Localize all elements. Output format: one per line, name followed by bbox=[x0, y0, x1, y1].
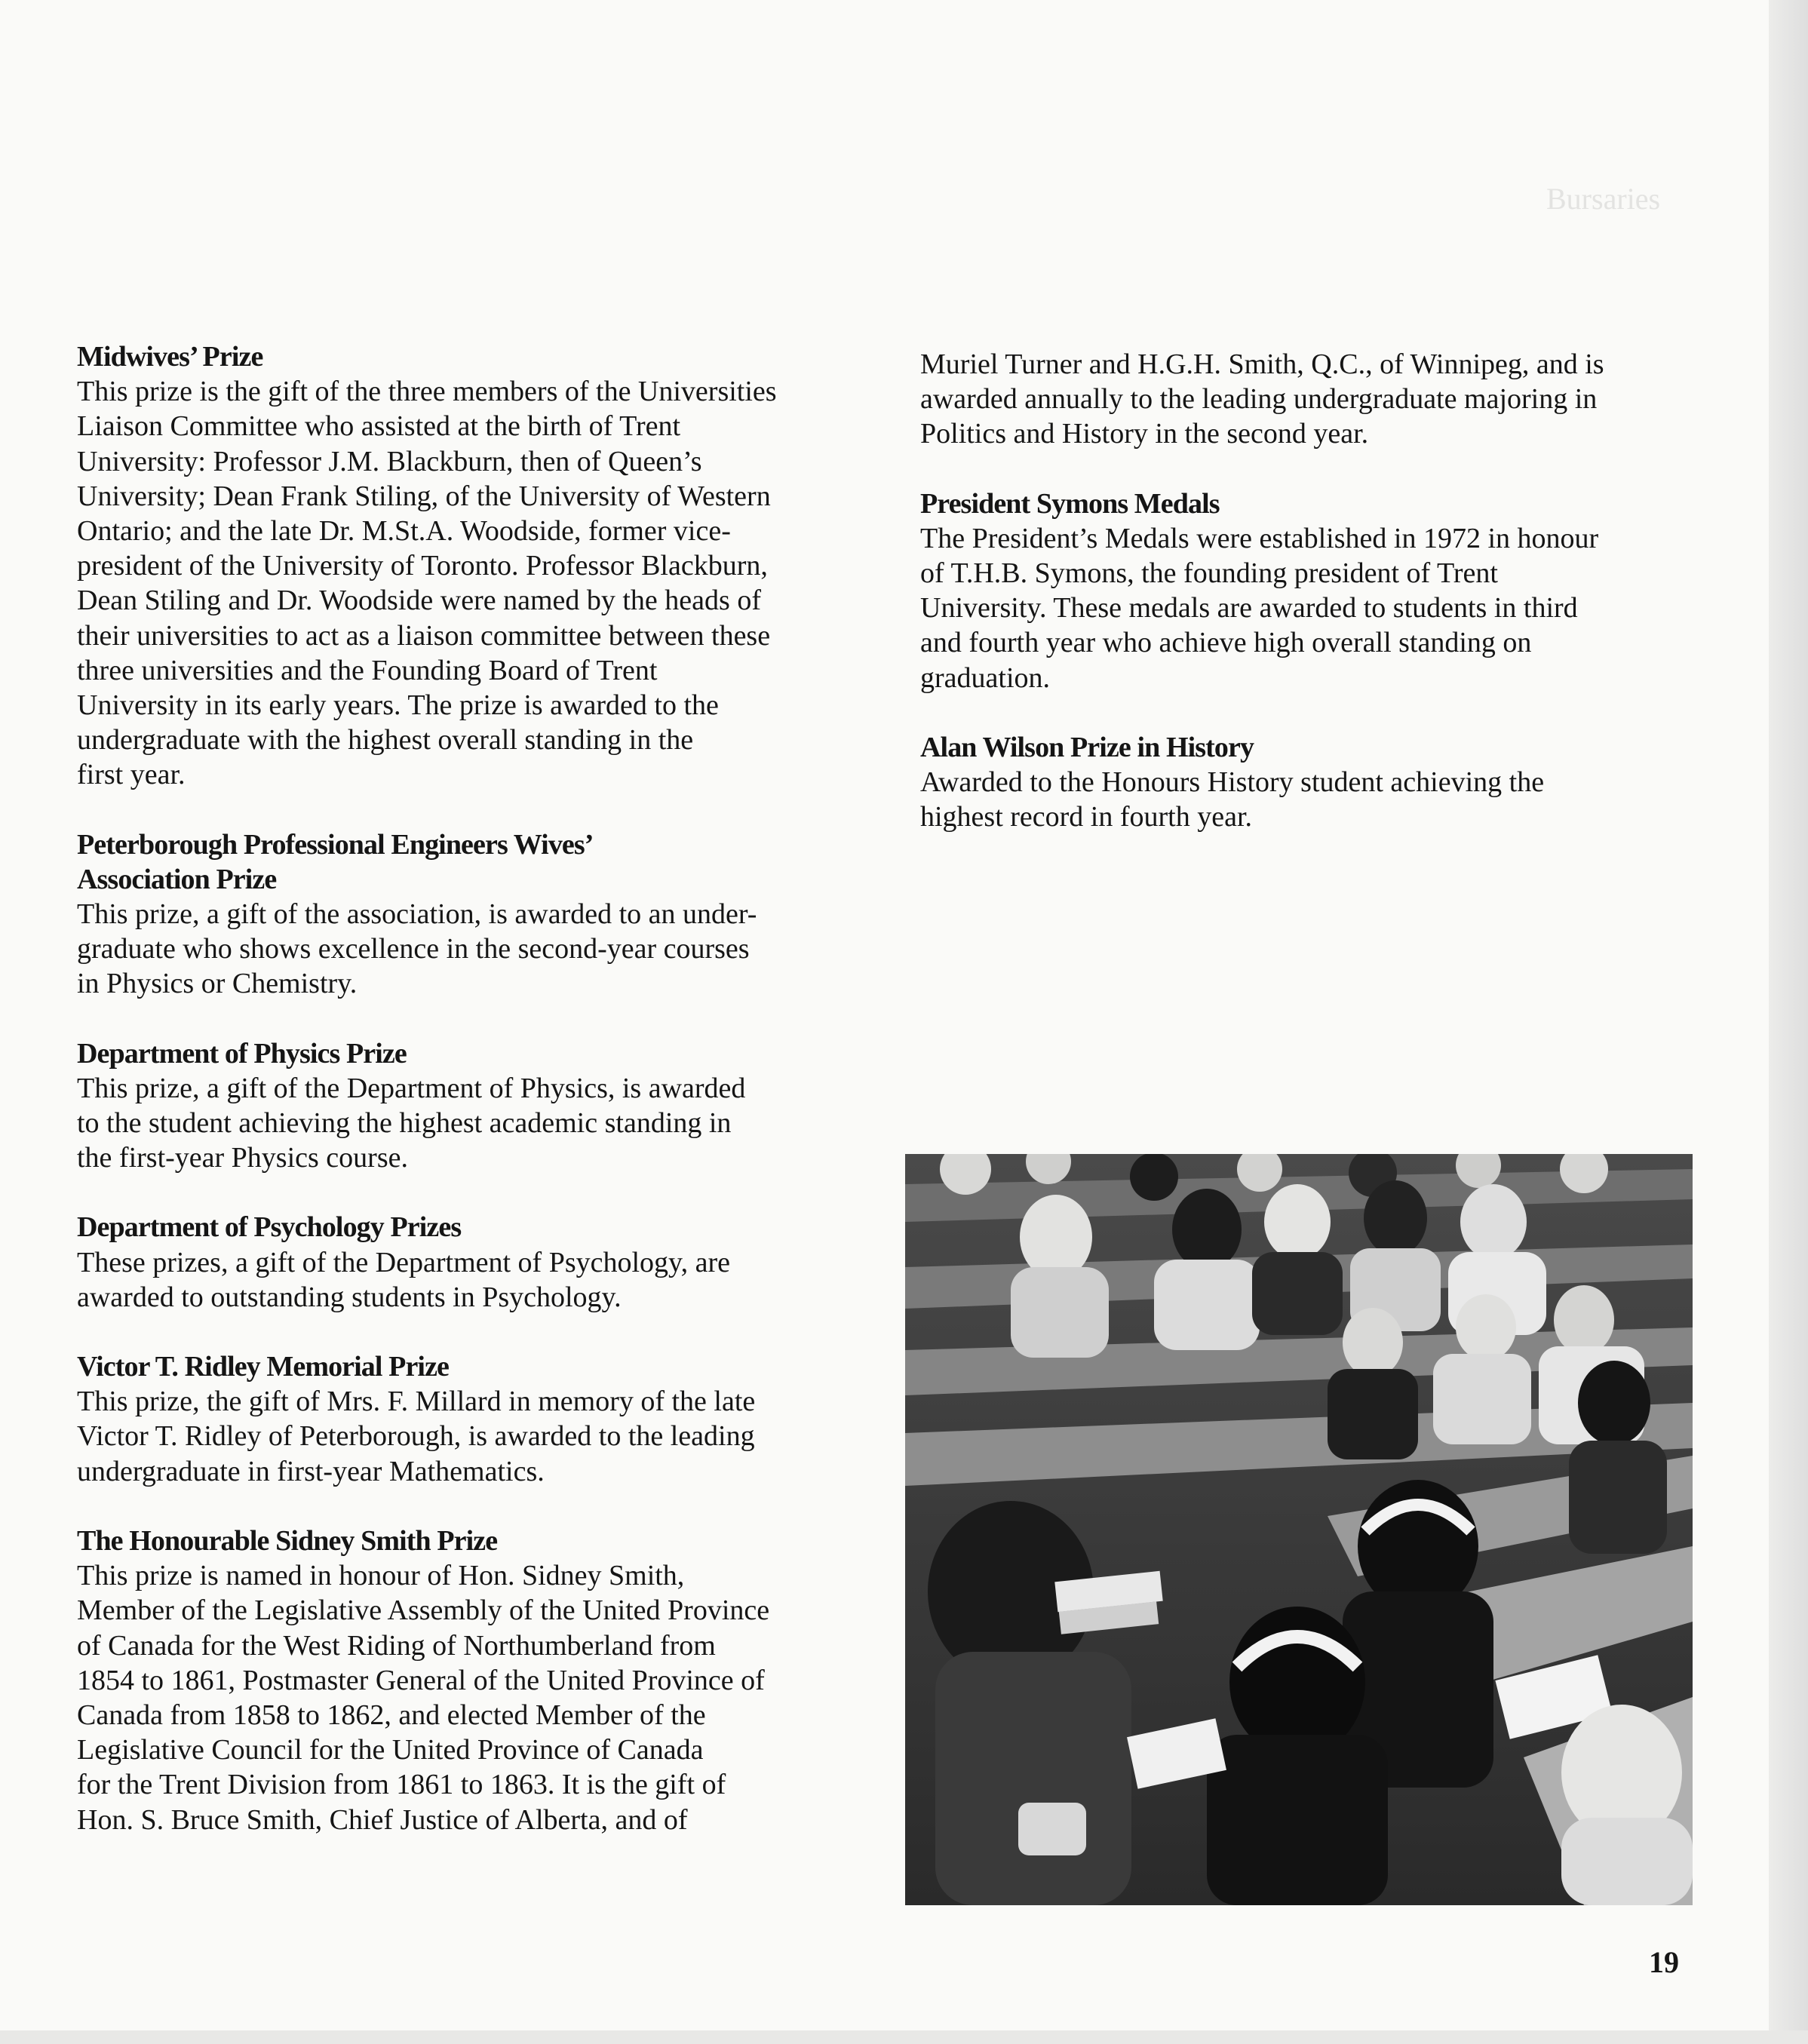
page-edge-shadow bbox=[1769, 0, 1808, 2044]
lecture-hall-illustration bbox=[905, 1154, 1693, 1905]
prize-description: This prize is named in honour of Hon. Sidney Smith, Member of the Legislative Assembly of the United Province of Canada for the West Riding of Northumberland from 1854 to 1861, Postmaster General of the United Province of Canada from 1858 to 1862, and elected Member of the Legislative Council for the United Province of Canada for the Trent Division from 1861 to 1863. It is the gift of Hon. S. Bruce Smith, Chief Justice of Alberta, and of bbox=[77, 1560, 770, 1836]
right-column bbox=[920, 347, 1705, 869]
prize-entry-alan-wilson bbox=[920, 730, 1705, 835]
show-through-heading: Bursaries bbox=[1546, 182, 1661, 216]
prize-heading: Midwives’ Prize bbox=[77, 341, 263, 373]
prize-description: This prize is the gift of the three members of the Universities Liaison Committee who assisted at the birth of Trent University: Professor J.M. Blackburn, then of Queen’s University; Dean Frank Stiling, of the University of Western Ontario; and the late Dr. M.St.A. Woodside, former vice- president of the University of Toronto. Professor Blackburn, Dean Stiling and Dr. Woodside were named by the heads of their universities to act as a liaison committee between these three universities and the Founding Board of Trent University in its early years. The prize is awarded to the undergraduate with the highest overall standing in the first year. bbox=[77, 376, 777, 791]
prize-description: This prize, a gift of the association, is awarded to an under- graduate who shows excellence in the second-year courses in Physics or Chemistry. bbox=[77, 898, 757, 1000]
prize-entry-engineers-wives bbox=[77, 827, 876, 1002]
prize-description: This prize, the gift of Mrs. F. Millard in memory of the late Victor T. Ridley of Peterborough, is awarded to the leading undergraduate in first-year Mathematics. bbox=[77, 1386, 756, 1487]
page-bottom-shadow bbox=[0, 2030, 1808, 2044]
page-number: 19 bbox=[1649, 1945, 1679, 1979]
prize-entry-sidney-smith bbox=[77, 1524, 876, 1837]
prize-heading: Alan Wilson Prize in History bbox=[920, 731, 1254, 763]
prize-heading: President Symons Medals bbox=[920, 487, 1220, 520]
prize-entry-ridley bbox=[77, 1349, 876, 1489]
left-column bbox=[77, 339, 876, 1872]
prize-entry-psychology bbox=[77, 1210, 876, 1315]
lecture-hall-photo bbox=[905, 1154, 1693, 1905]
prize-heading: Victor T. Ridley Memorial Prize bbox=[77, 1351, 450, 1383]
prize-entry-symons-medals bbox=[920, 486, 1705, 695]
prize-continuation bbox=[920, 347, 1705, 452]
prize-description: These prizes, a gift of the Department of Psychology, are awarded to outstanding students in Psychology. bbox=[77, 1246, 730, 1313]
prize-description: This prize, a gift of the Department of Physics, is awarded to the student achieving the highest academic standing in the first-year Physics course. bbox=[77, 1072, 746, 1174]
prize-heading: Department of Psychology Prizes bbox=[77, 1211, 462, 1244]
prize-description: Awarded to the Honours History student achieving the highest record in fourth year. bbox=[920, 766, 1545, 833]
prize-heading: The Honourable Sidney Smith Prize bbox=[77, 1524, 498, 1557]
prize-entry-physics bbox=[77, 1036, 876, 1176]
continuation-text: Muriel Turner and H.G.H. Smith, Q.C., of Winnipeg, and is awarded annually to the leading undergraduate majoring in Politics and History in the second year. bbox=[920, 348, 1604, 450]
prize-entry-midwives bbox=[77, 339, 876, 793]
prize-heading: Department of Physics Prize bbox=[77, 1037, 407, 1070]
prize-description: The President’s Medals were established in 1972 in honour of T.H.B. Symons, the founding president of Trent University. These medals are awarded to students in third and fourth year who achieve high overall standing on graduation. bbox=[920, 522, 1599, 694]
prize-heading: Peterborough Professional Engineers Wives’ Association Prize bbox=[77, 828, 594, 895]
